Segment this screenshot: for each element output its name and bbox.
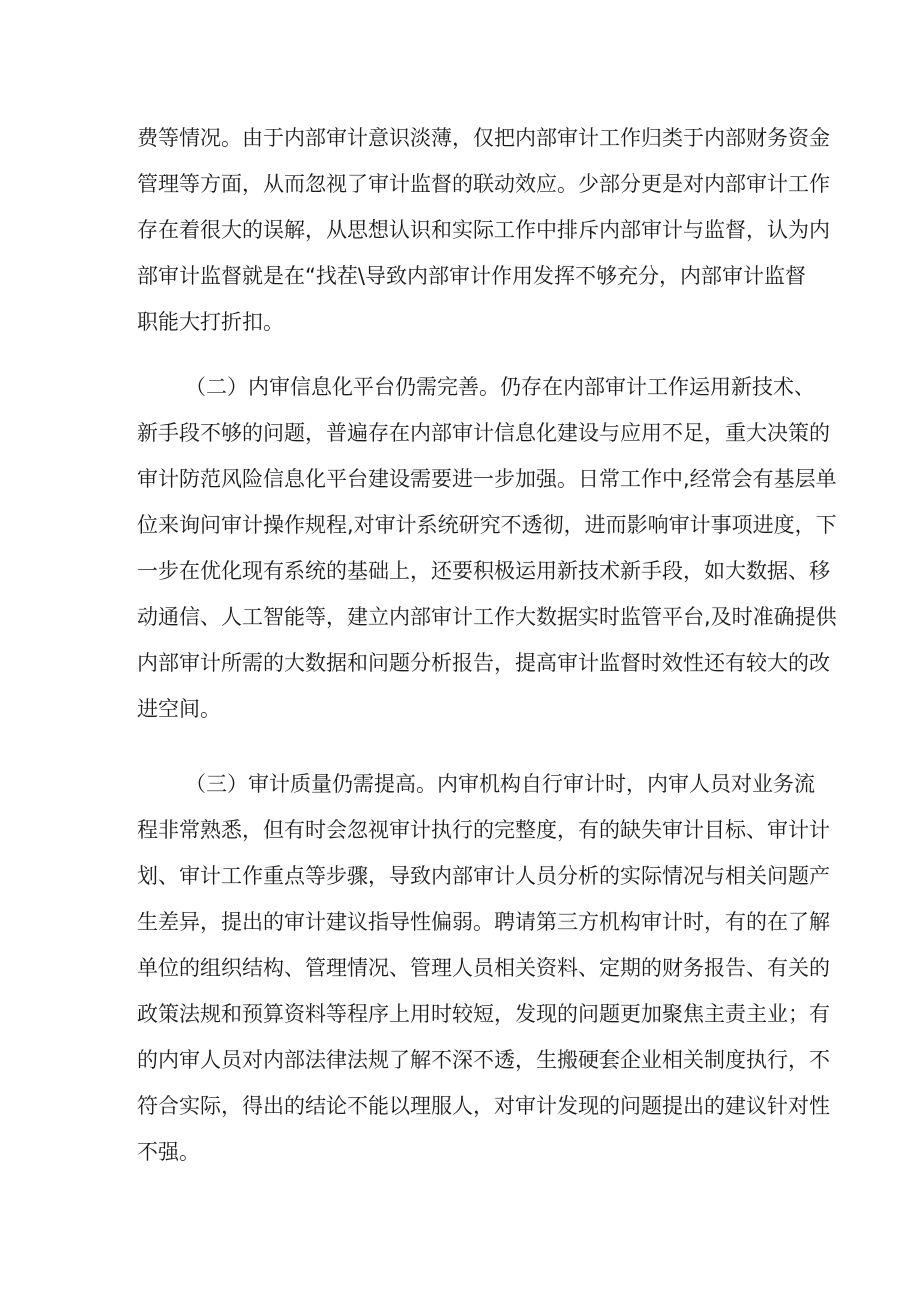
text-line: 审计防范风险信息化平台建设需要进一步加强。日常工作中,经常会有基层单 — [137, 467, 837, 491]
text-line: 动通信、人工智能等，建立内部审计工作大数据实时监管平台,及时准确提供 — [137, 605, 837, 629]
text-line: 一步在优化现有系统的基础上，还要积极运用新技术新手段，如大数据、移 — [137, 559, 830, 583]
text-line: 位来询问审计操作规程,对审计系统研究不透彻，进而影响审计事项进度，下 — [137, 513, 837, 537]
text-line: 程非常熟悉，但有时会忽视审计执行的完整度，有的缺失审计目标、审计计 — [137, 818, 830, 842]
section-heading-line: （三）审计质量仍需提高。内审机构自行审计时，内审人员对业务流 — [185, 772, 815, 796]
text-line: 的内审人员对内部法律法规了解不深不透，生搬硬套企业相关制度执行，不 — [137, 1048, 830, 1072]
text-line: 进空间。 — [137, 697, 221, 721]
text-line: 职能大打折扣。 — [137, 310, 284, 334]
text-line: 单位的组织结构、管理情况、管理人员相关资料、定期的财务报告、有关的 — [137, 956, 830, 980]
text-line: 符合实际，得出的结论不能以理服人，对审计发现的问题提出的建议针对性 — [137, 1094, 830, 1118]
text-line: 生差异，提出的审计建议指导性偏弱。聘请第三方机构审计时，有的在了解 — [137, 910, 830, 934]
text-line: 费等情况。由于内部审计意识淡薄，仅把内部审计工作归类于内部财务资金 — [137, 126, 830, 150]
section-heading-line: （二）内审信息化平台仍需完善。仍存在内部审计工作运用新技术、 — [185, 375, 815, 399]
text-line: 存在着很大的误解，从思想认识和实际工作中排斥内部审计与监督，认为内 — [137, 218, 830, 242]
text-line: 划、审计工作重点等步骤，导致内部审计人员分析的实际情况与相关问题产 — [137, 864, 830, 888]
text-line: 不强。 — [137, 1140, 200, 1164]
paragraph-awareness — [137, 115, 830, 345]
text-line: 部审计监督就是在“找茬\导致内部审计作用发挥不够充分，内部审计监督 — [137, 264, 806, 288]
paragraph-audit-quality — [137, 761, 830, 1175]
text-line: 新手段不够的问题，普遍存在内部审计信息化建设与应用不足，重大决策的 — [137, 421, 830, 445]
paragraph-informatization — [137, 364, 837, 732]
text-line: 政策法规和预算资料等程序上用时较短，发现的问题更加聚焦主责主业；有 — [137, 1002, 830, 1026]
text-line: 管理等方面，从而忽视了审计监督的联动效应。少部分更是对内部审计工作 — [137, 172, 830, 196]
text-line: 内部审计所需的大数据和问题分析报告，提高审计监督时效性还有较大的改 — [137, 651, 830, 675]
